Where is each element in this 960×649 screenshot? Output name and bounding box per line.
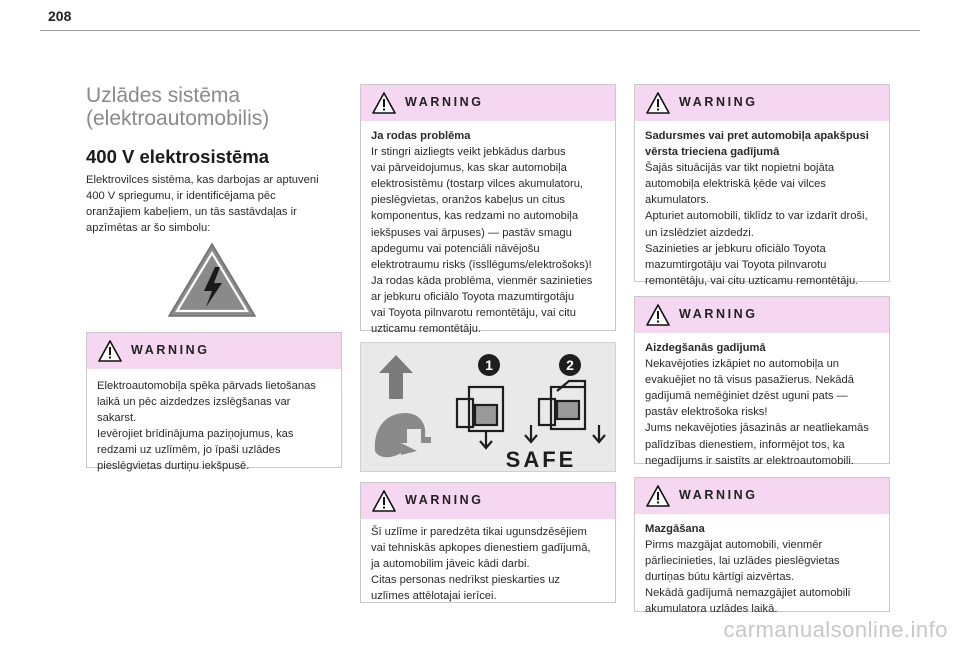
warning-header bbox=[635, 478, 889, 514]
section-title: Uzlādes sistēma (elektroautomobilis) bbox=[86, 84, 270, 130]
warning-box-label-info bbox=[360, 482, 616, 603]
warning-triangle-icon bbox=[98, 340, 122, 362]
warning-body: Šī uzlīme ir paredzēta tikai ugunsdzēsējiem vai tehniskās apkopes dienestiem gadījumā, ja automobilim jāveic kādi darbi. Citas personas nedrīkst pieskarties uz uzlīmes attēlotajai ierīcei. bbox=[371, 526, 591, 603]
section-subtitle: 400 V elektrosistēma bbox=[86, 146, 270, 167]
warning-box-charging-heat bbox=[86, 332, 342, 473]
top-rule bbox=[40, 30, 920, 31]
arrow-up-icon bbox=[379, 355, 413, 399]
svg-text:2: 2 bbox=[566, 357, 574, 373]
warning-body: Mazgāšana Pirms mazgājat automobili, vienmēr pārliecinieties, lai uzlādes pieslēgvietas durtiņas būtu kārtīgi aizvērtas. Nekādā gadījumā nemazgājiet automobili akumulatora uzlādes laikā. bbox=[635, 514, 889, 618]
step-2-badge bbox=[559, 354, 581, 376]
warning-subtitle: Ja rodas problēma bbox=[371, 130, 471, 142]
warning-title: WARNING bbox=[131, 343, 210, 357]
warning-box-washing bbox=[634, 477, 890, 616]
warning-title: WARNING bbox=[679, 488, 758, 502]
step-1-badge bbox=[478, 354, 500, 376]
warning-body: Aizdegšanās gadījumā Nekavējoties izkāpiet no automobiļa un evakuējiet no tā visus pasažierus. Nekādā gadījumā nemēģiniet dzēst uguni pats — pastāv elektrošoka risks! Jums nekavējoties jāsazinās ar neatliekamās palīdzības dienestiem, informējot tos, ka negadījums ir saistīts ar elektroautomobili. bbox=[635, 333, 889, 469]
warning-subtitle: Aizdegšanās gadījumā bbox=[645, 342, 766, 354]
connector-icon bbox=[457, 387, 503, 448]
warning-triangle-icon bbox=[372, 92, 396, 114]
warning-box-problem bbox=[360, 84, 616, 336]
safe-word: SAFE bbox=[505, 447, 577, 471]
page-number: 208 bbox=[48, 8, 72, 24]
warning-title: WARNING bbox=[405, 493, 484, 507]
warning-subtitle: Sadursmes vai pret automobiļa apakšpusi bbox=[645, 130, 869, 142]
warning-box-fire bbox=[634, 296, 890, 467]
intro-text: Elektrovilces sistēma, kas darbojas ar aptuveni 400 V spriegumu, ir identificējama pēc oranžajiem kabeļiem, un tās sastāvdaļas ir apzīmētas ar šo simbolu: bbox=[86, 174, 319, 235]
svg-text:1: 1 bbox=[485, 357, 493, 373]
warning-triangle-icon bbox=[646, 92, 670, 114]
warning-title: WARNING bbox=[679, 307, 758, 321]
warning-title: WARNING bbox=[405, 95, 484, 109]
warning-subtitle: Mazgāšana bbox=[645, 523, 705, 535]
warning-header bbox=[361, 483, 615, 519]
warning-header bbox=[635, 85, 889, 121]
warning-triangle-icon bbox=[372, 490, 396, 512]
warning-header bbox=[361, 85, 615, 121]
warning-header bbox=[635, 297, 889, 333]
warning-box-collision bbox=[634, 84, 890, 287]
warning-triangle-icon bbox=[646, 485, 670, 507]
warning-body: Elektroautomobiļa spēka pārvads lietošanas laikā un pēc aizdedzes izslēgšanas var sakarst. Ievērojiet brīdinājuma paziņojumus, kas redzami uz uzlīmēm, jo īpaši uzlādes pieslēgvietas durtiņu iekšpusē. bbox=[97, 380, 316, 473]
warning-header bbox=[87, 333, 341, 369]
warning-triangle-icon bbox=[646, 304, 670, 326]
high-voltage-symbol bbox=[166, 241, 258, 319]
warning-title: WARNING bbox=[679, 95, 758, 109]
warning-body: Sadursmes vai pret automobiļa apakšpusi vērsta trieciena gadījumā Šajās situācijās var tikt nopietni bojāta automobiļa elektriskā ķēde vai vilces akumulators. Apturiet automobili, tiklīdz to var izdarīt droši, un izslēdziet aizdedzi. Sazinieties ar jebkuru oficiālo Toyota mazumtirgotāju vai Toyota pilnvarotu remontētāju, vai citu uzticamu remontētāju. bbox=[635, 121, 889, 289]
warning-subtitle: vērsta trieciena gadījumā bbox=[645, 146, 780, 159]
firefighter-helmet-icon bbox=[375, 413, 431, 457]
watermark: carmanualsonline.info bbox=[723, 617, 948, 642]
warning-body: Ja rodas problēma Ir stingri aizliegts veikt jebkādus darbus vai pārveidojumus, kas skar automobiļa elektrosistēmu (tostarp vilces akumulatoru, pieslēgvietas, oranžos kabeļus un citus komponentus, kas redzami no automobiļa iekšpuses vai ārpuses) — pastāv smagu apdegumu vai potenciāli nāvējošu elektrotraumu risks (īssllēgums/elektrošoks)! Ja rodas kāda problēma, vienmēr sazinieties ar jebkuru oficiālo Toyota mazumtirgotāju vai Toyota pilnvarotu remontētāju, vai citu uzticamu remontētāju. bbox=[361, 121, 615, 337]
safe-label-illustration bbox=[360, 342, 616, 472]
connector-icon bbox=[525, 381, 605, 442]
